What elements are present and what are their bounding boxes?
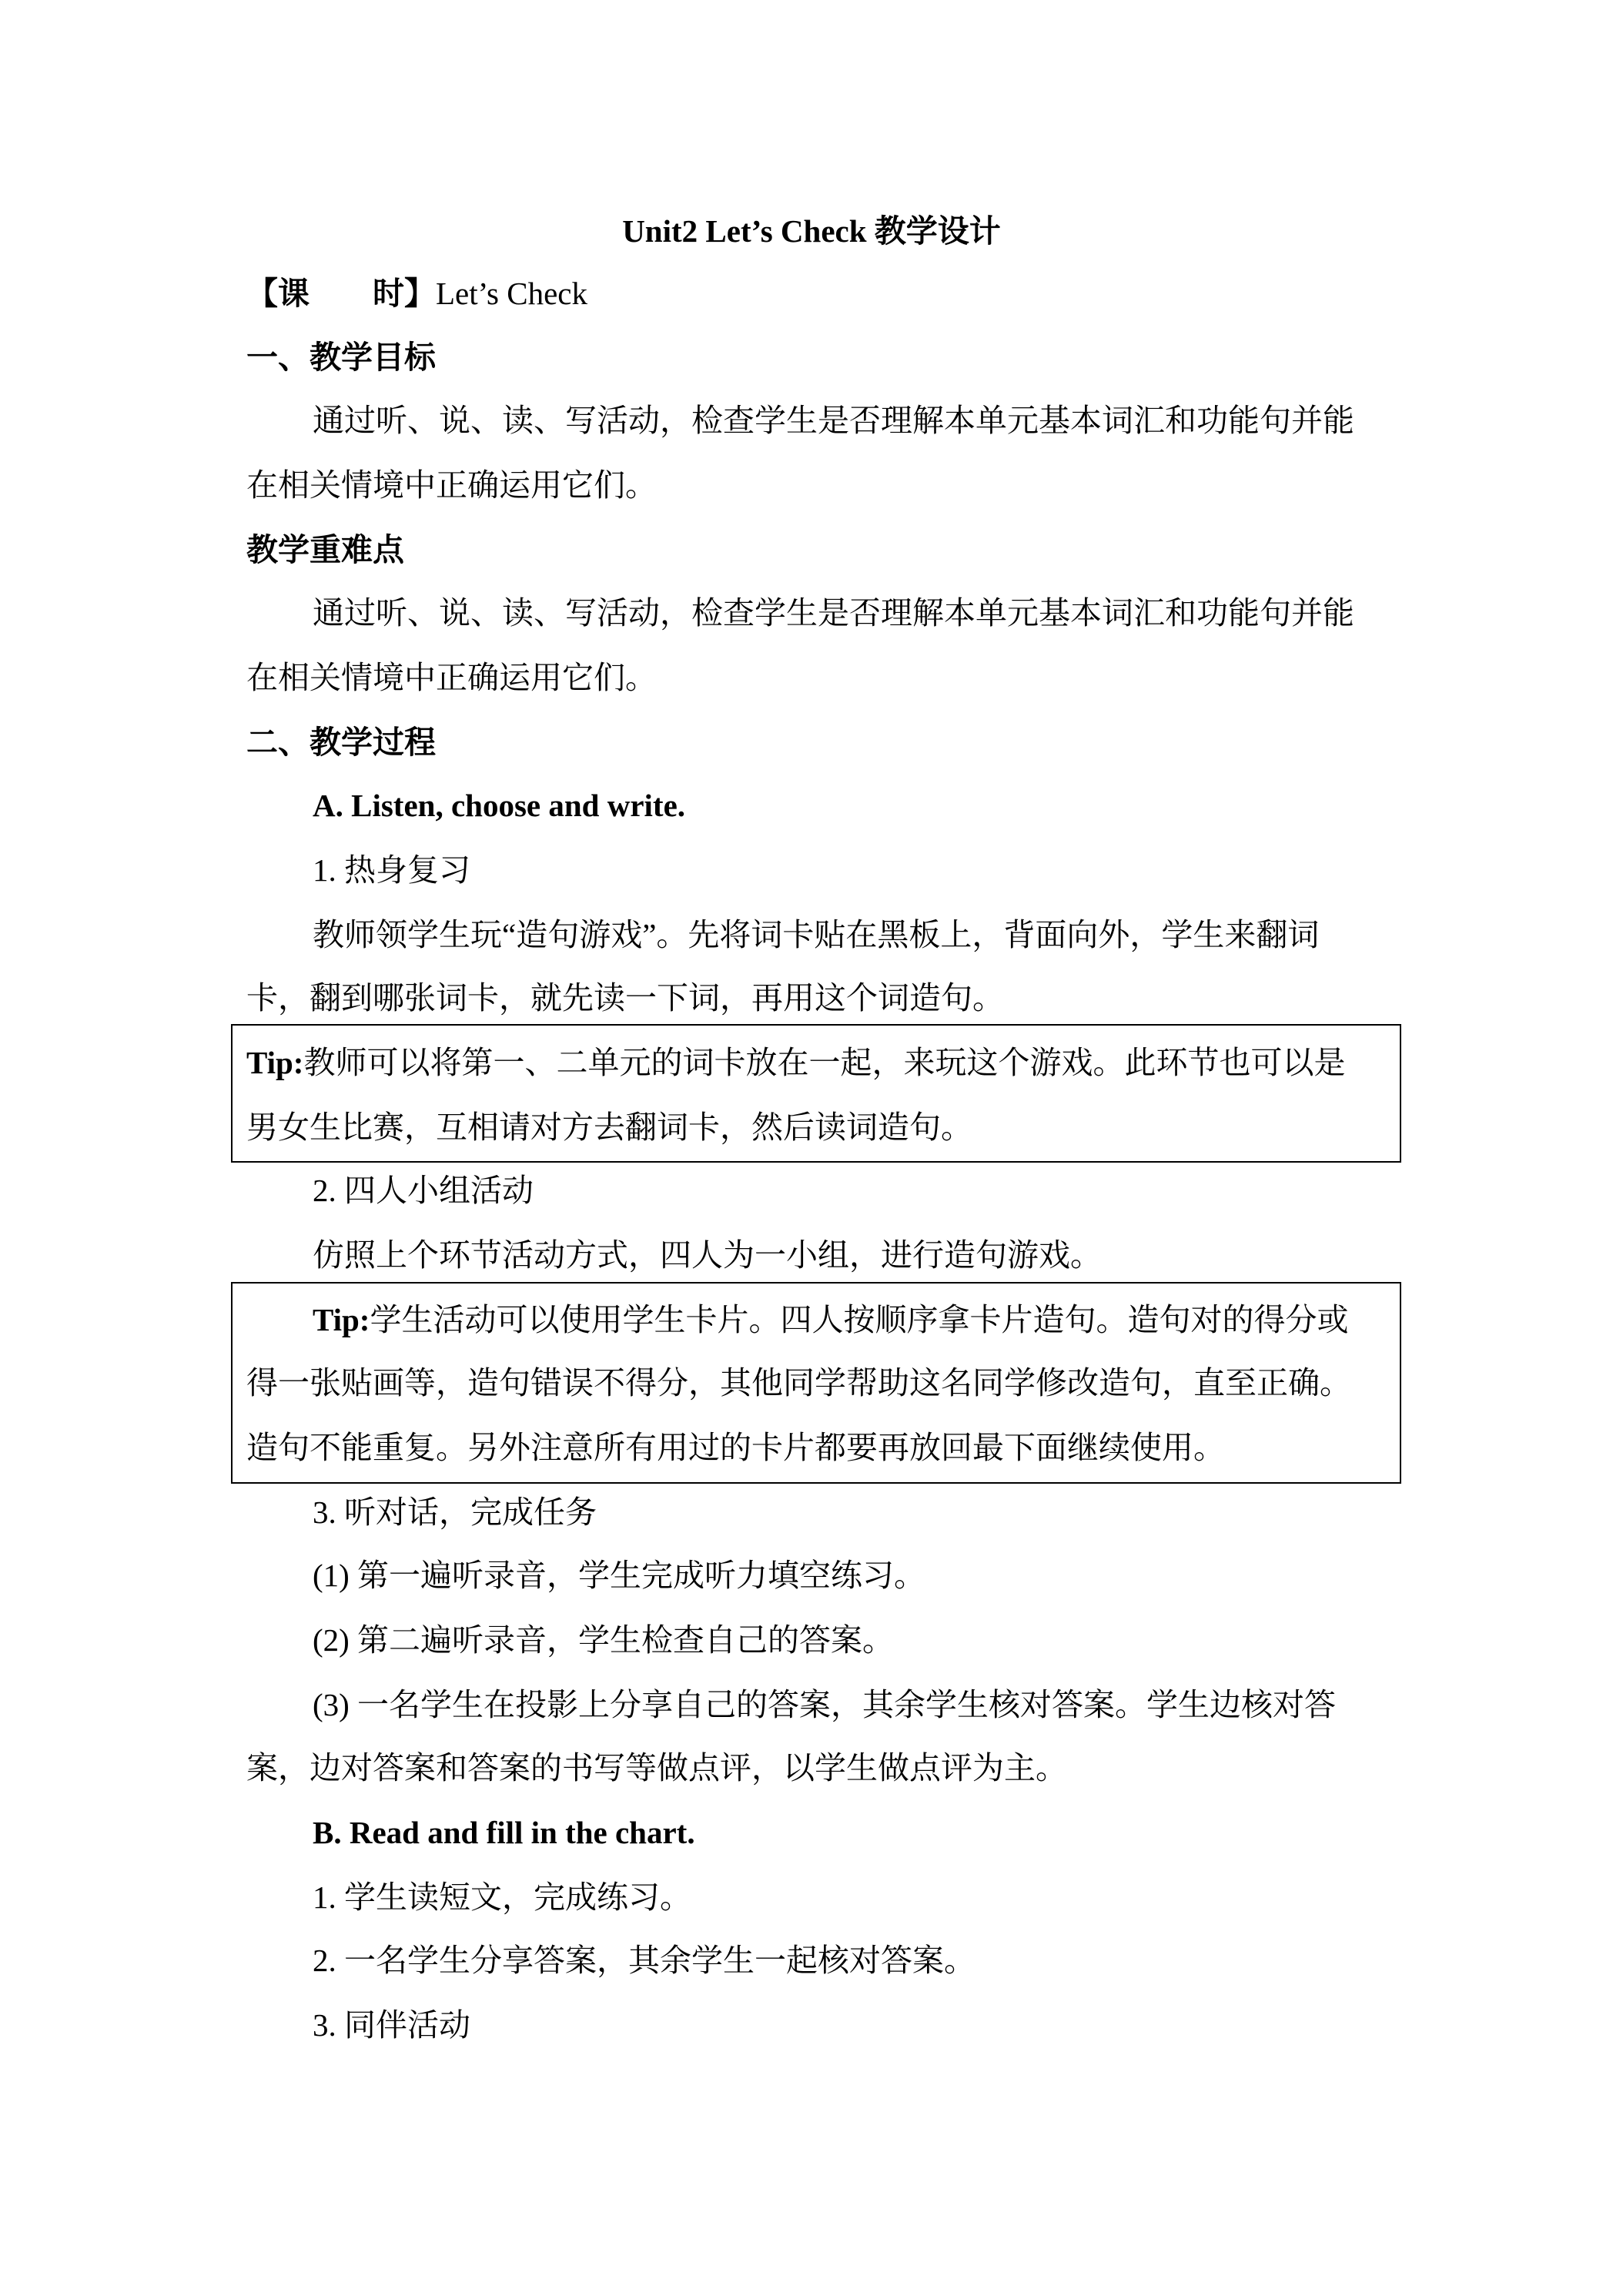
part-b-step-1: 1. 学生读短文，完成练习。: [313, 1879, 691, 1915]
tip1-text-1: 教师可以将第一、二单元的词卡放在一起，来玩这个游戏。此环节也可以是: [303, 1045, 1346, 1080]
key-points-heading: 教学重难点: [246, 532, 404, 567]
lesson-label-open: 【课: [246, 276, 310, 311]
step1-title: 1. 热身复习: [313, 852, 470, 888]
section2-heading: 二、教学过程: [246, 725, 436, 760]
step1-text-line-2: 卡，翻到哪张词卡，就先读一下词，再用这个词造句。: [246, 980, 1004, 1016]
step3-item-2: (2) 第二遍听录音，学生检查自己的答案。: [313, 1622, 895, 1658]
part-b-step-2: 2. 一名学生分享答案，其余学生一起核对答案。: [313, 1943, 975, 1978]
step3-item-3: (3) 一名学生在投影上分享自己的答案，其余学生核对答案。学生边核对答: [313, 1687, 1337, 1722]
step2-title: 2. 四人小组活动: [313, 1173, 534, 1208]
step3-item-1: (1) 第一遍听录音，学生完成听力填空练习。: [313, 1558, 926, 1593]
tip2-text-1: 学生活动可以使用学生卡片。四人按顺序拿卡片造句。造句对的得分或: [370, 1302, 1349, 1337]
objective-line-1: 通过听、说、读、写活动，检查学生是否理解本单元基本词汇和功能句并能: [313, 403, 1354, 438]
tip1-line-1: [246, 1041, 1345, 1084]
key-points-line-1: 通过听、说、读、写活动，检查学生是否理解本单元基本词汇和功能句并能: [313, 595, 1354, 631]
step1-text-line-1: 教师领学生玩“造句游戏”。先将词卡贴在黑板上，背面向外，学生来翻词: [313, 917, 1320, 952]
section1-heading: 一、教学目标: [246, 340, 436, 375]
step3-item-3-cont: 案，边对答案和答案的书写等做点评，以学生做点评为主。: [246, 1750, 1067, 1786]
part-a-heading: A. Listen, choose and write.: [313, 788, 686, 823]
part-b-heading: B. Read and fill in the chart.: [313, 1815, 695, 1850]
step2-text: 仿照上个环节活动方式，四人为一小组，进行造句游戏。: [313, 1237, 1102, 1273]
tip2-line-1: [313, 1298, 1348, 1341]
key-points-line-2: 在相关情境中正确运用它们。: [246, 660, 657, 695]
lesson-label-close: 时】: [373, 276, 436, 311]
tip2-line-3: 造句不能重复。另外注意所有用过的卡片都要再放回最下面继续使用。: [246, 1430, 1225, 1465]
lesson-row: [246, 272, 587, 315]
step3-title: 3. 听对话，完成任务: [313, 1494, 597, 1530]
lesson-value: Let’s Check: [436, 276, 587, 311]
document-title: Unit2 Let’s Check 教学设计: [622, 213, 1001, 249]
tip2-label: Tip:: [313, 1302, 370, 1337]
part-b-step-3: 3. 同伴活动: [313, 2007, 470, 2043]
tip1-label: Tip:: [246, 1045, 304, 1080]
objective-line-2: 在相关情境中正确运用它们。: [246, 467, 657, 503]
tip2-line-2: 得一张贴画等，造句错误不得分，其他同学帮助这名同学修改造句，直至正确。: [246, 1365, 1351, 1401]
tip1-line-2: 男女生比赛，互相请对方去翻词卡，然后读词造句。: [246, 1110, 972, 1145]
